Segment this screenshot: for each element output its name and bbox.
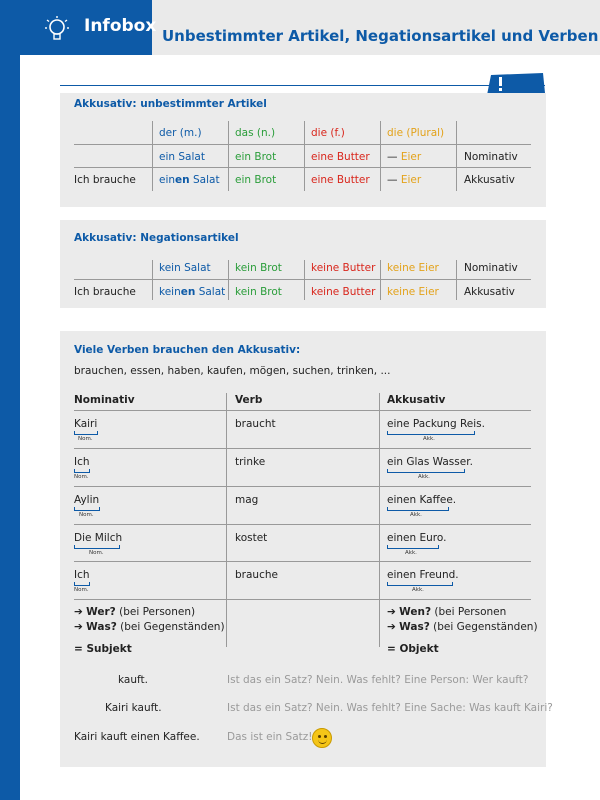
underline-bracket	[74, 507, 100, 511]
nom-cell: Aylin	[74, 494, 100, 506]
box-title: Viele Verben brauchen den Akkusativ:	[74, 344, 301, 356]
col-divider	[152, 260, 153, 300]
neg-akk-fem: keine Butter	[311, 286, 376, 298]
akk-cell: eine Packung Reis.	[387, 418, 485, 430]
akk-tag: Akk.	[412, 587, 424, 593]
akk-cell: einen Freund.	[387, 569, 459, 581]
underline-bracket	[387, 507, 449, 511]
col-divider	[380, 121, 381, 191]
row-divider	[74, 167, 531, 168]
question-wen: ➔ Wen? (bei Personen	[387, 606, 507, 618]
case-label-akk: Akkusativ	[464, 286, 515, 298]
akk-tag: Akk.	[405, 550, 417, 556]
case-label-nom: Nominativ	[464, 262, 518, 274]
nom-tag: Nom.	[89, 550, 104, 556]
col-divider	[228, 260, 229, 300]
verb-cell: mag	[235, 494, 259, 506]
col-divider	[304, 121, 305, 191]
row-divider	[74, 144, 531, 145]
col-divider	[456, 121, 457, 191]
underline-bracket	[387, 582, 453, 586]
row-divider	[74, 486, 531, 487]
neg-nom-masc: kein Salat	[159, 262, 211, 274]
box-negation-article	[60, 220, 546, 308]
row-divider	[74, 410, 531, 411]
verb-cell: braucht	[235, 418, 276, 430]
header-der: der (m.)	[159, 127, 202, 139]
underline-bracket	[387, 545, 439, 549]
objekt-label: = Objekt	[387, 643, 439, 655]
col-divider	[226, 393, 227, 647]
nom-cell: Ich	[74, 569, 90, 581]
header-die: die (f.)	[311, 127, 345, 139]
example-sentence: Kairi kauft.	[105, 702, 162, 714]
akk-tag: Akk.	[418, 474, 430, 480]
infobox-tab	[0, 0, 157, 55]
tab-label: Infobox	[84, 16, 157, 36]
underline-bracket	[387, 469, 465, 473]
nom-masc: ein Salat	[159, 151, 205, 163]
exclamation-icon	[487, 73, 545, 95]
underline-bracket	[74, 431, 98, 435]
divider	[60, 85, 545, 86]
neg-akk-masc: keinen Salat	[159, 286, 226, 298]
neg-nom-fem: keine Butter	[311, 262, 376, 274]
row-divider	[74, 599, 531, 600]
akk-neut: ein Brot	[235, 174, 277, 186]
row-divider	[74, 279, 531, 280]
akk-masc: einen Salat	[159, 174, 220, 186]
row-divider	[74, 561, 531, 562]
row-divider	[74, 448, 531, 449]
subject-text: Ich brauche	[74, 174, 136, 186]
col-header-verb: Verb	[235, 394, 263, 406]
col-divider	[379, 393, 380, 647]
nom-plural: — Eier	[387, 151, 422, 163]
smiley-icon	[312, 728, 332, 748]
verb-cell: kostet	[235, 532, 268, 544]
col-header-nominativ: Nominativ	[74, 394, 135, 406]
nom-fem: eine Butter	[311, 151, 370, 163]
question-wer: ➔ Wer? (bei Personen)	[74, 606, 196, 618]
case-label-nom: Nominativ	[464, 151, 518, 163]
verb-list: brauchen, essen, haben, kaufen, mögen, suchen, trinken, ...	[74, 365, 391, 377]
col-divider	[456, 260, 457, 300]
header-das: das (n.)	[235, 127, 276, 139]
akk-cell: einen Euro.	[387, 532, 447, 544]
box-title: Akkusativ: unbestimmter Artikel	[74, 98, 267, 110]
lightbulb-icon	[44, 15, 70, 43]
underline-bracket	[387, 431, 475, 435]
nom-neut: ein Brot	[235, 151, 277, 163]
neg-akk-neut: kein Brot	[235, 286, 282, 298]
example-comment: Das ist ein Satz!	[227, 731, 313, 743]
neg-akk-plural: keine Eier	[387, 286, 439, 298]
nom-cell: Kairi	[74, 418, 98, 430]
col-divider	[304, 260, 305, 300]
neg-nom-plural: keine Eier	[387, 262, 439, 274]
question-was: ➔ Was? (bei Gegenständen)	[387, 621, 538, 633]
subjekt-label: = Subjekt	[74, 643, 132, 655]
akk-tag: Akk.	[423, 436, 435, 442]
verb-cell: trinke	[235, 456, 266, 468]
col-divider	[228, 121, 229, 191]
akk-tag: Akk.	[410, 512, 422, 518]
nom-cell: Die Milch	[74, 532, 123, 544]
example-comment: Ist das ein Satz? Nein. Was fehlt? Eine Person: Wer kauft?	[227, 674, 529, 686]
underline-bracket	[74, 545, 120, 549]
case-label-akk: Akkusativ	[464, 174, 515, 186]
box-indefinite-article	[60, 93, 546, 207]
underline-bracket	[74, 582, 90, 586]
page-title: Unbestimmter Artikel, Negationsartikel und Verben	[162, 27, 599, 45]
box-title: Akkusativ: Negationsartikel	[74, 232, 239, 244]
verb-cell: brauche	[235, 569, 278, 581]
nom-tag: Nom.	[79, 512, 94, 518]
akk-cell: ein Glas Wasser.	[387, 456, 473, 468]
akk-plural: — Eier	[387, 174, 422, 186]
subject-text: Ich brauche	[74, 286, 136, 298]
nom-tag: Nom.	[78, 436, 93, 442]
nom-cell: Ich	[74, 456, 90, 468]
col-divider	[152, 121, 153, 191]
question-was: ➔ Was? (bei Gegenständen)	[74, 621, 225, 633]
neg-nom-neut: kein Brot	[235, 262, 282, 274]
nom-tag: Nom.	[74, 474, 89, 480]
nom-tag: Nom.	[74, 587, 89, 593]
col-divider	[380, 260, 381, 300]
akk-fem: eine Butter	[311, 174, 370, 186]
col-header-akkusativ: Akkusativ	[387, 394, 446, 406]
box-verbs-akkusativ	[60, 331, 553, 767]
akk-cell: einen Kaffee.	[387, 494, 457, 506]
example-sentence: Kairi kauft einen Kaffee.	[74, 731, 200, 743]
header-plural: die (Plural)	[387, 127, 445, 139]
example-sentence: kauft.	[118, 674, 148, 686]
example-comment: Ist das ein Satz? Nein. Was fehlt? Eine Sache: Was kauft Kairi?	[227, 702, 553, 714]
left-accent-bar	[0, 55, 20, 800]
row-divider	[74, 524, 531, 525]
underline-bracket	[74, 469, 90, 473]
